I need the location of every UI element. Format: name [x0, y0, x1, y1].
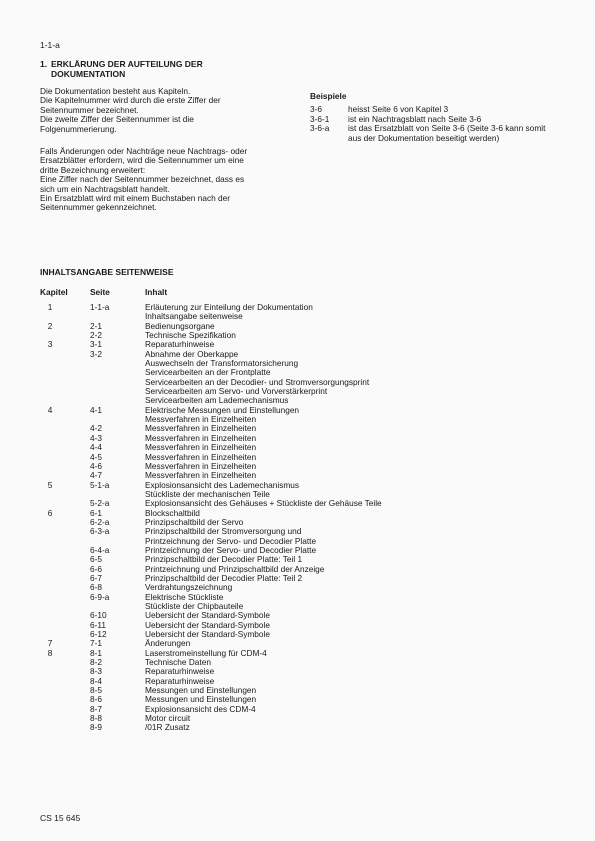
toc-seite: 4-3: [90, 432, 102, 443]
toc-seite: 6-11: [90, 619, 106, 630]
toc-inhalt: Servicearbeiten an der Frontplatte: [145, 367, 271, 378]
example-code: 3-6-1: [310, 113, 330, 124]
section-number: 1.: [40, 59, 48, 69]
toc-inhalt: /01R Zusatz: [145, 722, 190, 733]
toc-kapitel: [40, 546, 90, 555]
toc-seite: 1-1-a: [90, 302, 110, 312]
toc-seite: 8-9: [90, 722, 102, 733]
toc-seite: 5-1-a: [90, 479, 110, 490]
toc-inhalt: Uebersicht der Standard-Symbole: [145, 629, 270, 640]
toc-seite: 3-2: [90, 348, 102, 359]
toc-seite: 3-1: [90, 339, 102, 350]
toc-kapitel: [40, 453, 90, 462]
toc-inhalt: Erläuterung zur Einteilung der Dokumentation: [145, 302, 313, 312]
toc-kapitel: [40, 537, 90, 546]
toc-kapitel-number: 4: [47, 404, 53, 415]
toc-seite: 6-9-a: [90, 591, 110, 602]
intro-line: Die Kapitelnummer wird durch die erste Ziffer der: [40, 95, 221, 106]
toc-seite: 5-2-a: [90, 498, 110, 509]
toc-seite: 6-1: [90, 507, 102, 518]
toc-inhalt: Technische Daten: [145, 657, 211, 668]
example-text: heisst Seite 6 von Kapitel 3: [348, 104, 449, 115]
toc-kapitel: [40, 387, 90, 396]
intro-line: Ersatzblätter erfordern, wird die Seitennummer um eine: [40, 155, 244, 166]
toc-kapitel: [40, 481, 90, 490]
toc-seite: [90, 359, 145, 368]
toc-header-inhalt: Inhalt: [145, 287, 168, 297]
toc-inhalt: Elektrische Messungen und Einstellungen: [145, 404, 300, 415]
toc-inhalt: Inhaltsangabe seitenweise: [145, 311, 243, 322]
toc-kapitel-number: 5: [47, 479, 53, 490]
intro-line: Ein Ersatzblatt wird mit einem Buchstaben nach der: [40, 193, 230, 204]
toc-kapitel: [40, 406, 90, 415]
toc-kapitel-number: 6: [47, 507, 53, 518]
toc-seite: 8-8: [90, 713, 102, 724]
example-code: 3-6-a: [310, 123, 330, 134]
toc-seite: 4-4: [90, 442, 102, 453]
toc-seite: [90, 378, 145, 387]
toc-inhalt: Uebersicht der Standard-Symbole: [145, 610, 270, 621]
toc-inhalt: Messverfahren in Einzelheiten: [145, 442, 257, 453]
toc-kapitel: [40, 415, 90, 424]
toc-inhalt: Servicearbeiten am Lademechanismus: [145, 395, 289, 406]
page-id: 1-1-a: [40, 40, 60, 50]
example-code: 3-6: [310, 104, 322, 115]
toc-inhalt: Laserstromeinstellung für CDM-4: [145, 647, 267, 658]
toc-kapitel: [40, 649, 90, 658]
toc-inhalt: Messverfahren in Einzelheiten: [145, 414, 257, 425]
toc-header-seite: Seite: [90, 287, 110, 297]
toc-inhalt: Verdrahtungszeichnung: [145, 582, 233, 593]
toc-title: INHALTSANGABE SEITENWEISE: [40, 267, 174, 277]
toc-kapitel: [40, 667, 90, 676]
toc-seite: 8-1: [90, 647, 102, 658]
toc-kapitel: [40, 527, 90, 536]
toc-kapitel: [40, 303, 90, 312]
toc-seite: 8-2: [90, 657, 102, 668]
intro-line: Falls Änderungen oder Nachträge neue Nachtrags- oder: [40, 146, 248, 156]
toc-inhalt: Prinzipschaltbild der Stromversorgung und: [145, 526, 302, 537]
toc-kapitel: [40, 340, 90, 349]
toc-kapitel: [40, 705, 90, 714]
intro-line: Eine Ziffer nach der Seitennummer bezeichnet, dass es: [40, 174, 245, 185]
toc-kapitel: [40, 677, 90, 686]
toc-kapitel: [40, 686, 90, 695]
toc-seite: 2-2: [90, 330, 102, 341]
toc-kapitel-number: 2: [47, 320, 53, 331]
toc-kapitel: [40, 583, 90, 592]
toc-kapitel: [40, 602, 90, 611]
toc-inhalt: Elektrische Stückliste: [145, 591, 224, 602]
toc-seite: 7-1: [90, 638, 102, 649]
intro-line: Folgenummerierung.: [40, 123, 117, 134]
toc-inhalt: Motor circuit: [145, 713, 191, 724]
toc-seite: 4-7: [90, 470, 102, 481]
toc-inhalt: Prinzipschaltbild der Decodier Platte: Teil 2: [145, 572, 303, 583]
toc-inhalt: Uebersicht der Standard-Symbole: [145, 619, 270, 630]
toc-kapitel-number: 7: [47, 638, 53, 649]
intro-paragraph-1: [40, 87, 310, 134]
toc-kapitel: [40, 695, 90, 704]
toc-seite: 6-6: [90, 563, 102, 574]
toc-seite: 6-7: [90, 572, 102, 583]
toc-seite: 8-4: [90, 675, 102, 686]
toc-seite: [90, 387, 145, 396]
intro-paragraph-2: [40, 147, 310, 213]
toc-inhalt: Reparaturhinweise: [145, 675, 215, 686]
toc-seite: [90, 368, 145, 377]
toc-inhalt: Messverfahren in Einzelheiten: [145, 423, 257, 434]
toc-inhalt: Prinzipschaltbild der Decodier Platte: Teil 1: [145, 554, 303, 565]
intro-line: Die Dokumentation besteht aus Kapiteln.: [40, 86, 191, 96]
toc-inhalt: Servicearbeiten an der Decodier- und Stromversorgungsprint: [145, 376, 370, 387]
toc-kapitel: [40, 462, 90, 471]
examples-block: [310, 92, 550, 143]
toc-inhalt: Stückliste der mechanischen Teile: [145, 488, 270, 499]
toc-kapitel-number: 3: [47, 339, 53, 350]
toc-seite: 8-3: [90, 666, 102, 677]
toc-inhalt: Messverfahren in Einzelheiten: [145, 451, 257, 462]
intro-line: sich um ein Nachtragsblatt handelt.: [40, 183, 170, 194]
toc-kapitel: [40, 443, 90, 452]
toc-kapitel: [40, 434, 90, 443]
toc-kapitel: [40, 574, 90, 583]
toc-kapitel: [40, 621, 90, 630]
toc-kapitel: [40, 518, 90, 527]
toc-kapitel: [40, 490, 90, 499]
toc-kapitel: [40, 378, 90, 387]
toc-kapitel: [40, 555, 90, 564]
toc-inhalt: Explosionsansicht des Gehäuses + Stückliste der Gehäuse Teile: [145, 498, 382, 509]
section-title: [40, 59, 300, 79]
toc-inhalt: Technische Spezifikation: [145, 330, 236, 341]
toc-inhalt: Auswechseln der Transformatorsicherung: [145, 358, 299, 369]
toc-seite: 4-6: [90, 460, 102, 471]
toc-header-kapitel: Kapitel: [40, 287, 68, 297]
toc-inhalt: Reparaturhinweise: [145, 339, 215, 350]
toc-inhalt: Explosionsansicht des Lademechanismus: [145, 479, 300, 490]
toc-seite: 6-12: [90, 629, 107, 640]
toc-kapitel: [40, 424, 90, 433]
toc-table: [40, 303, 382, 733]
toc-seite: 6-2-a: [90, 516, 110, 527]
section-title-line1: ERKLÄRUNG DER AUFTEILUNG DER: [51, 59, 203, 69]
toc-inhalt: Explosionsansicht des CDM-4: [145, 703, 256, 714]
example-text: ist das Ersatzblatt von Seite 3-6 (Seite 3-6 kann somit aus der Dokumentation beseitigt werden): [348, 123, 546, 143]
toc-kapitel: [40, 322, 90, 331]
toc-kapitel: [40, 350, 90, 359]
toc-seite: 4-5: [90, 451, 102, 462]
toc-seite: 2-1: [90, 320, 102, 331]
toc-kapitel: [40, 359, 90, 368]
section-title-line2: DOKUMENTATION: [51, 69, 126, 79]
toc-kapitel: [40, 509, 90, 518]
toc-inhalt: Printzeichnung der Servo- und Decodier Platte: [145, 535, 317, 546]
toc-inhalt: Printzeichnung der Servo- und Decodier Platte: [145, 544, 317, 555]
toc-kapitel: [40, 565, 90, 574]
toc-inhalt: Änderungen: [145, 638, 191, 649]
toc-inhalt: Reparaturhinweise: [145, 666, 215, 677]
toc-seite: 6-3-a: [90, 526, 110, 537]
example-text: ist ein Nachtragsblatt nach Seite 3-6: [348, 113, 482, 124]
toc-inhalt: Messverfahren in Einzelheiten: [145, 432, 257, 443]
toc-inhalt: Prinzipschaltbild der Servo: [145, 516, 244, 527]
toc-inhalt: Blockschaltbild: [145, 507, 200, 518]
toc-inhalt: Messverfahren in Einzelheiten: [145, 460, 257, 471]
examples-title: Beispiele: [310, 91, 347, 101]
toc-seite: 6-5: [90, 554, 102, 565]
toc-seite: 6-8: [90, 582, 102, 593]
toc-inhalt: Bedienungsorgane: [145, 320, 215, 331]
document-number: CS 15 645: [40, 813, 81, 823]
toc-seite: 4-2: [90, 423, 102, 434]
toc-kapitel-number: 8: [47, 647, 53, 658]
toc-kapitel: [40, 368, 90, 377]
toc-inhalt: Abnahme der Oberkappe: [145, 348, 239, 359]
toc-kapitel: [40, 611, 90, 620]
intro-line: Die zweite Ziffer der Seitennummer ist die: [40, 114, 194, 125]
toc-seite: 6-10: [90, 610, 107, 621]
toc-kapitel: [40, 658, 90, 667]
intro-line: dritte Bezeichnung erweitert:: [40, 164, 146, 175]
toc-inhalt: Messungen und Einstellungen: [145, 685, 257, 696]
toc-inhalt: Stückliste der Chipbauteile: [145, 601, 244, 611]
toc-seite: 6-4-a: [90, 544, 110, 555]
toc-inhalt: Printzeichnung und Prinzipschaltbild der Anzeige: [145, 563, 325, 574]
example-row: [310, 124, 550, 143]
toc-kapitel: [40, 723, 90, 732]
toc-inhalt: Messverfahren in Einzelheiten: [145, 470, 257, 481]
toc-inhalt: Servicearbeiten am Servo- und Vorverstärkerprint: [145, 386, 328, 397]
toc-inhalt: Messungen und Einstellungen: [145, 694, 257, 705]
toc-seite: 8-5: [90, 685, 102, 696]
toc-kapitel: [40, 714, 90, 723]
intro-line: Seitennummer bezeichnet.: [40, 104, 139, 115]
toc-seite: 4-1: [90, 404, 102, 415]
intro-line: Seitennummer gekennzeichnet.: [40, 202, 157, 213]
toc-header-row: [40, 287, 167, 297]
table-row: [40, 723, 382, 732]
toc-kapitel: [40, 593, 90, 602]
toc-kapitel-number: 1: [47, 302, 53, 312]
toc-seite: 8-7: [90, 703, 102, 714]
toc-seite: 8-6: [90, 694, 102, 705]
